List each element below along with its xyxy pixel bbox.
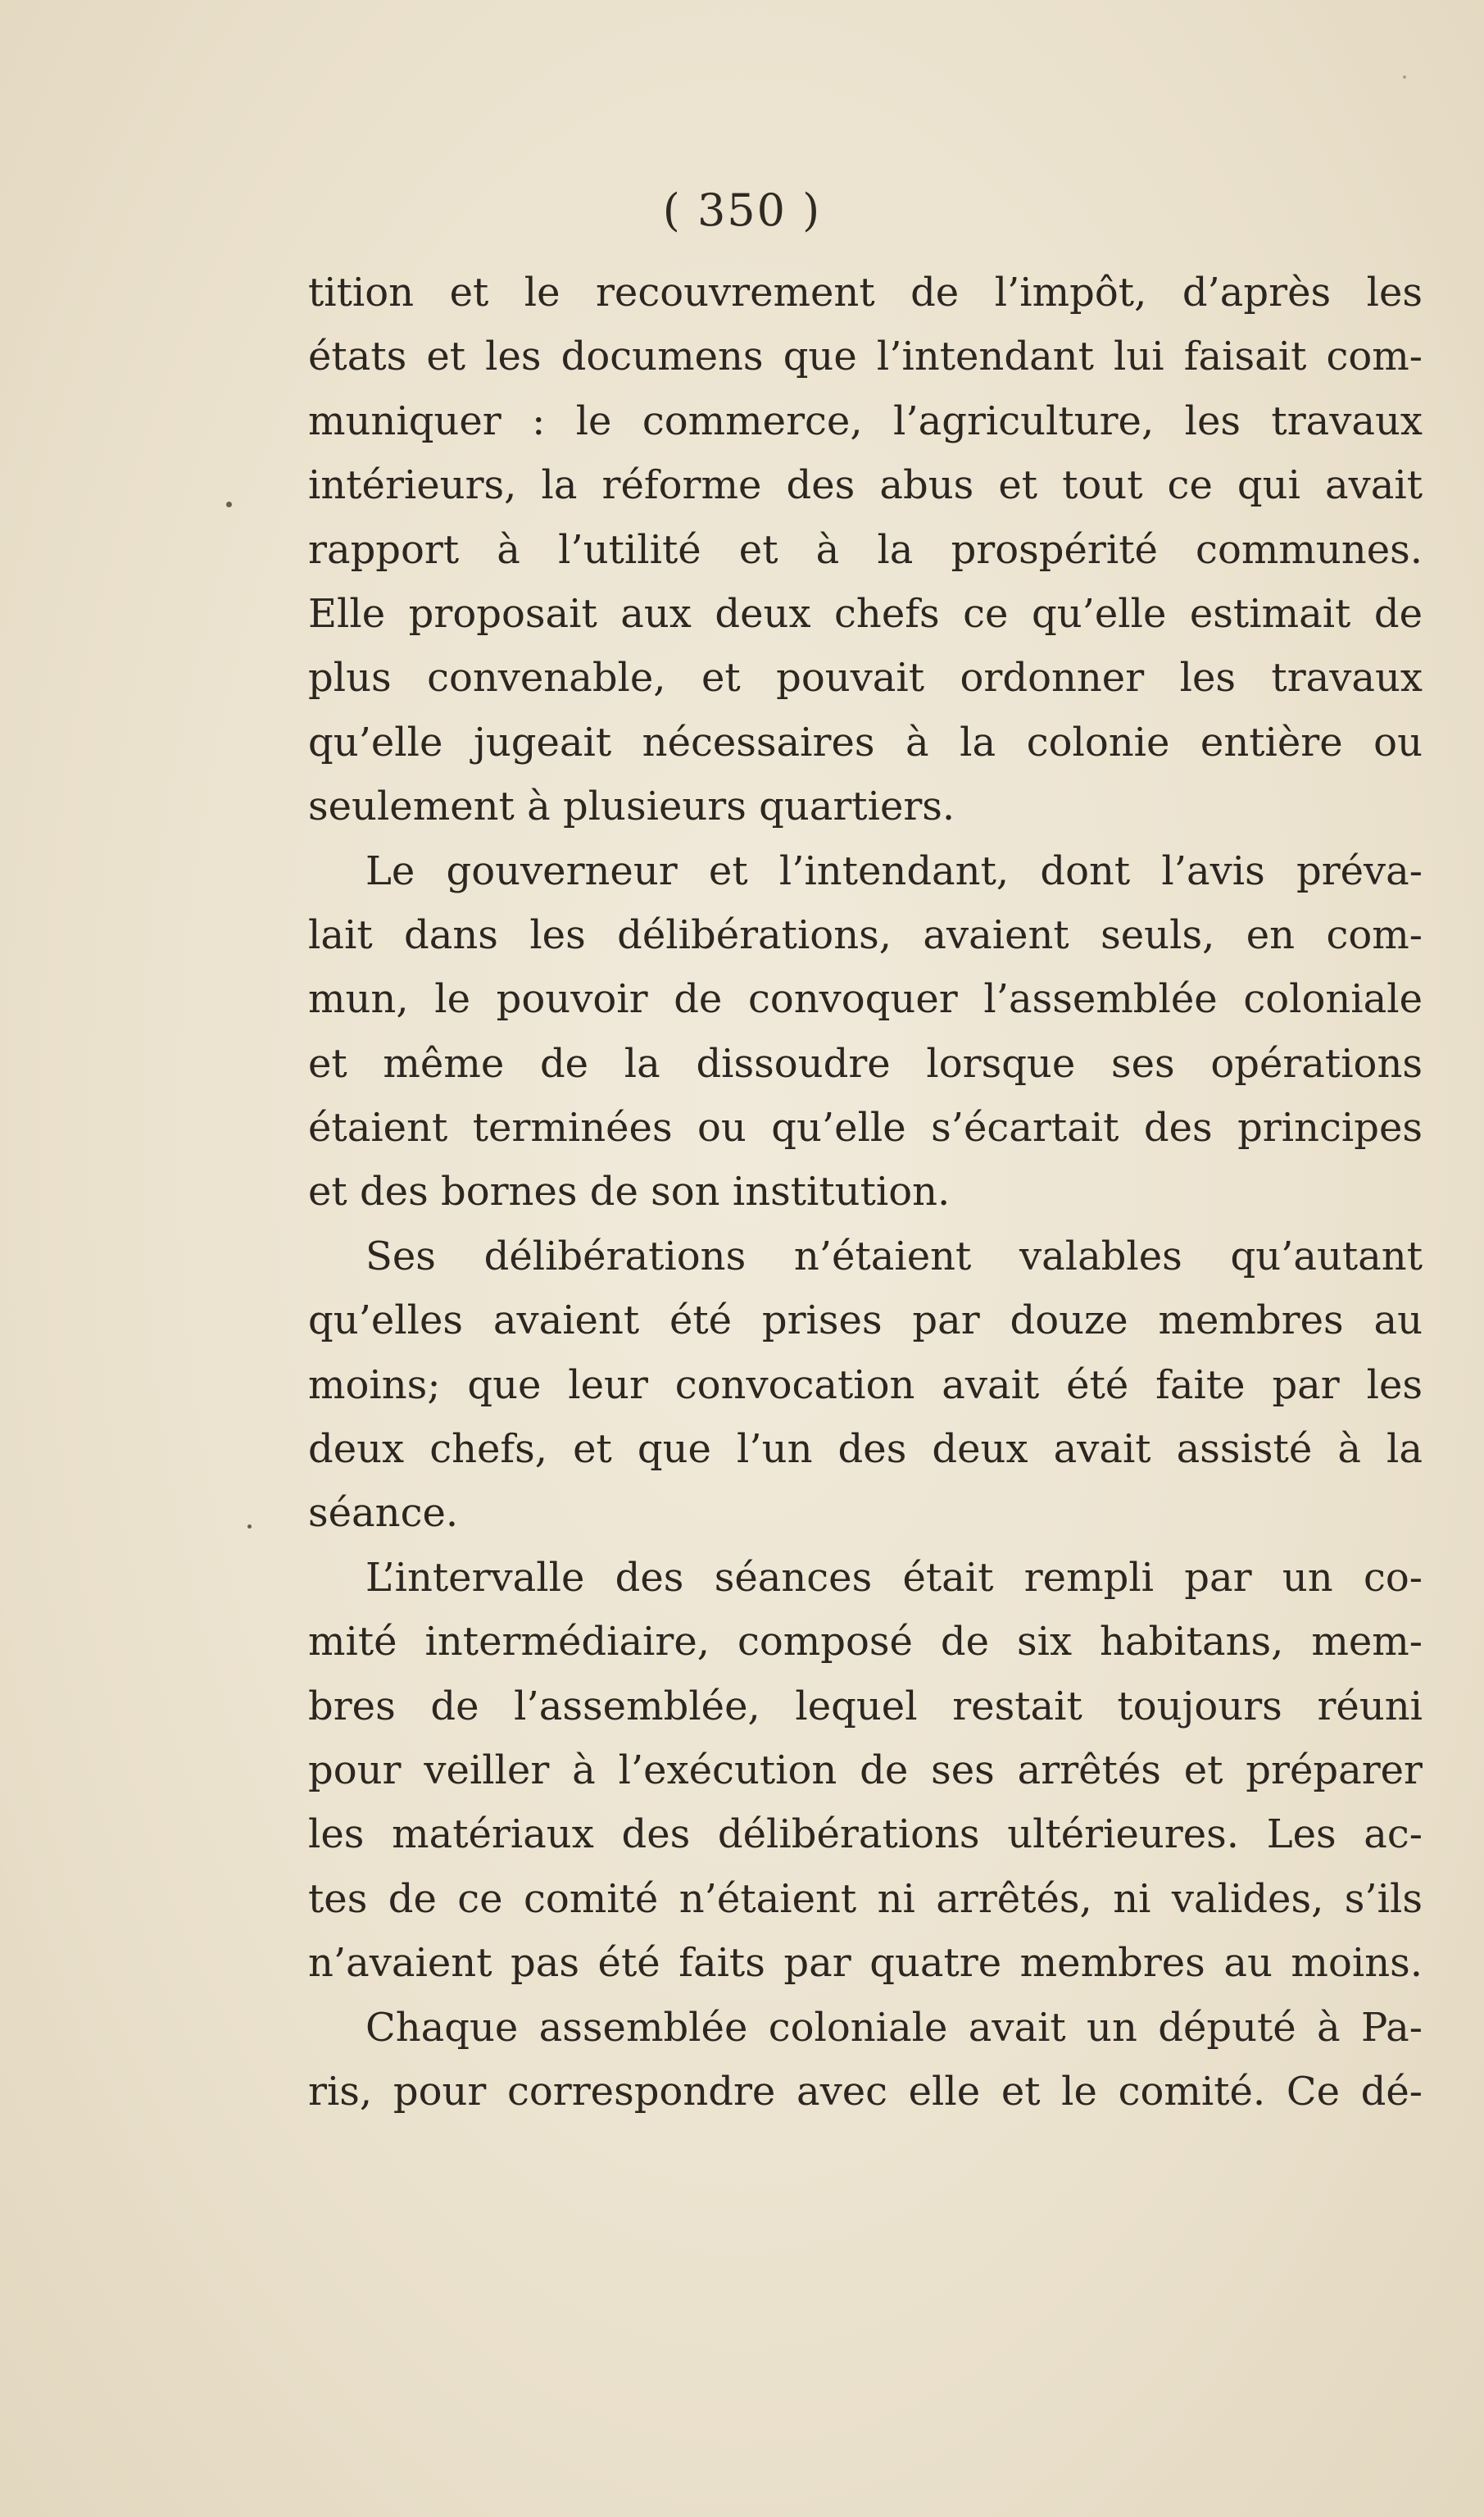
text-line: lait dans les délibérations, avaient seuls, en com- (308, 911, 1423, 958)
text-line: mité intermédiaire, composé de six habitans, mem- (308, 1619, 1423, 1665)
text-line: Elle proposait aux deux chefs ce qu’elle estimait de (308, 590, 1423, 637)
text-line: mun, le pouvoir de convoquer l’assemblée coloniale (308, 976, 1423, 1023)
text-line: séance. (308, 1490, 459, 1537)
text-line: seulement à plusieurs quartiers. (308, 784, 955, 830)
text-line: pour veiller à l’exécution de ses arrêtés et préparer (308, 1747, 1423, 1793)
text-line: étaient terminées ou qu’elle s’écartait des principes (308, 1105, 1423, 1152)
text-line: intérieurs, la réforme des abus et tout ce qui avait (308, 462, 1423, 509)
text-line: muniquer : le commerce, l’agriculture, les travaux (308, 398, 1423, 444)
body-text (308, 261, 1423, 2124)
page-number: ( 350 ) (662, 184, 822, 236)
text-line: Le gouverneur et l’intendant, dont l’avis préva- (365, 847, 1423, 894)
paper-speck (226, 502, 232, 507)
text-line: états et les documens que l’intendant lui faisait com- (308, 334, 1423, 380)
text-line: qu’elle jugeait nécessaires à la colonie entière ou (308, 719, 1423, 766)
text-line: Ses délibérations n’étaient valables qu’autant (365, 1233, 1423, 1279)
text-line: et des bornes de son institution. (308, 1169, 951, 1215)
text-line: rapport à l’utilité et à la prospérité communes. (308, 526, 1423, 573)
text-line: et même de la dissoudre lorsque ses opérations (308, 1040, 1423, 1087)
text-line: Chaque assemblée coloniale avait un député à Pa- (365, 2004, 1423, 2051)
text-line: tition et le recouvrement de l’impôt, d’après les (308, 270, 1423, 316)
text-line: bres de l’assemblée, lequel restait toujours réuni (308, 1683, 1423, 1729)
text-line: moins; que leur convocation avait été faite par les (308, 1361, 1423, 1408)
text-line: qu’elles avaient été prises par douze membres au (308, 1297, 1423, 1344)
text-line: n’avaient pas été faits par quatre membres au moins. (308, 1940, 1423, 1987)
text-line: plus convenable, et pouvait ordonner les travaux (308, 655, 1423, 702)
text-line: tes de ce comité n’étaient ni arrêtés, ni valides, s’ils (308, 1875, 1423, 1922)
paper-speck (247, 1524, 252, 1529)
text-line: ris, pour correspondre avec elle et le comité. Ce dé- (308, 2068, 1423, 2115)
text-line: deux chefs, et que l’un des deux avait assisté à la (308, 1426, 1423, 1473)
text-line: L’intervalle des séances était rempli par un co- (365, 1554, 1423, 1601)
text-line: les matériaux des délibérations ultérieures. Les ac- (308, 1811, 1423, 1858)
paper-speck (1403, 75, 1406, 79)
